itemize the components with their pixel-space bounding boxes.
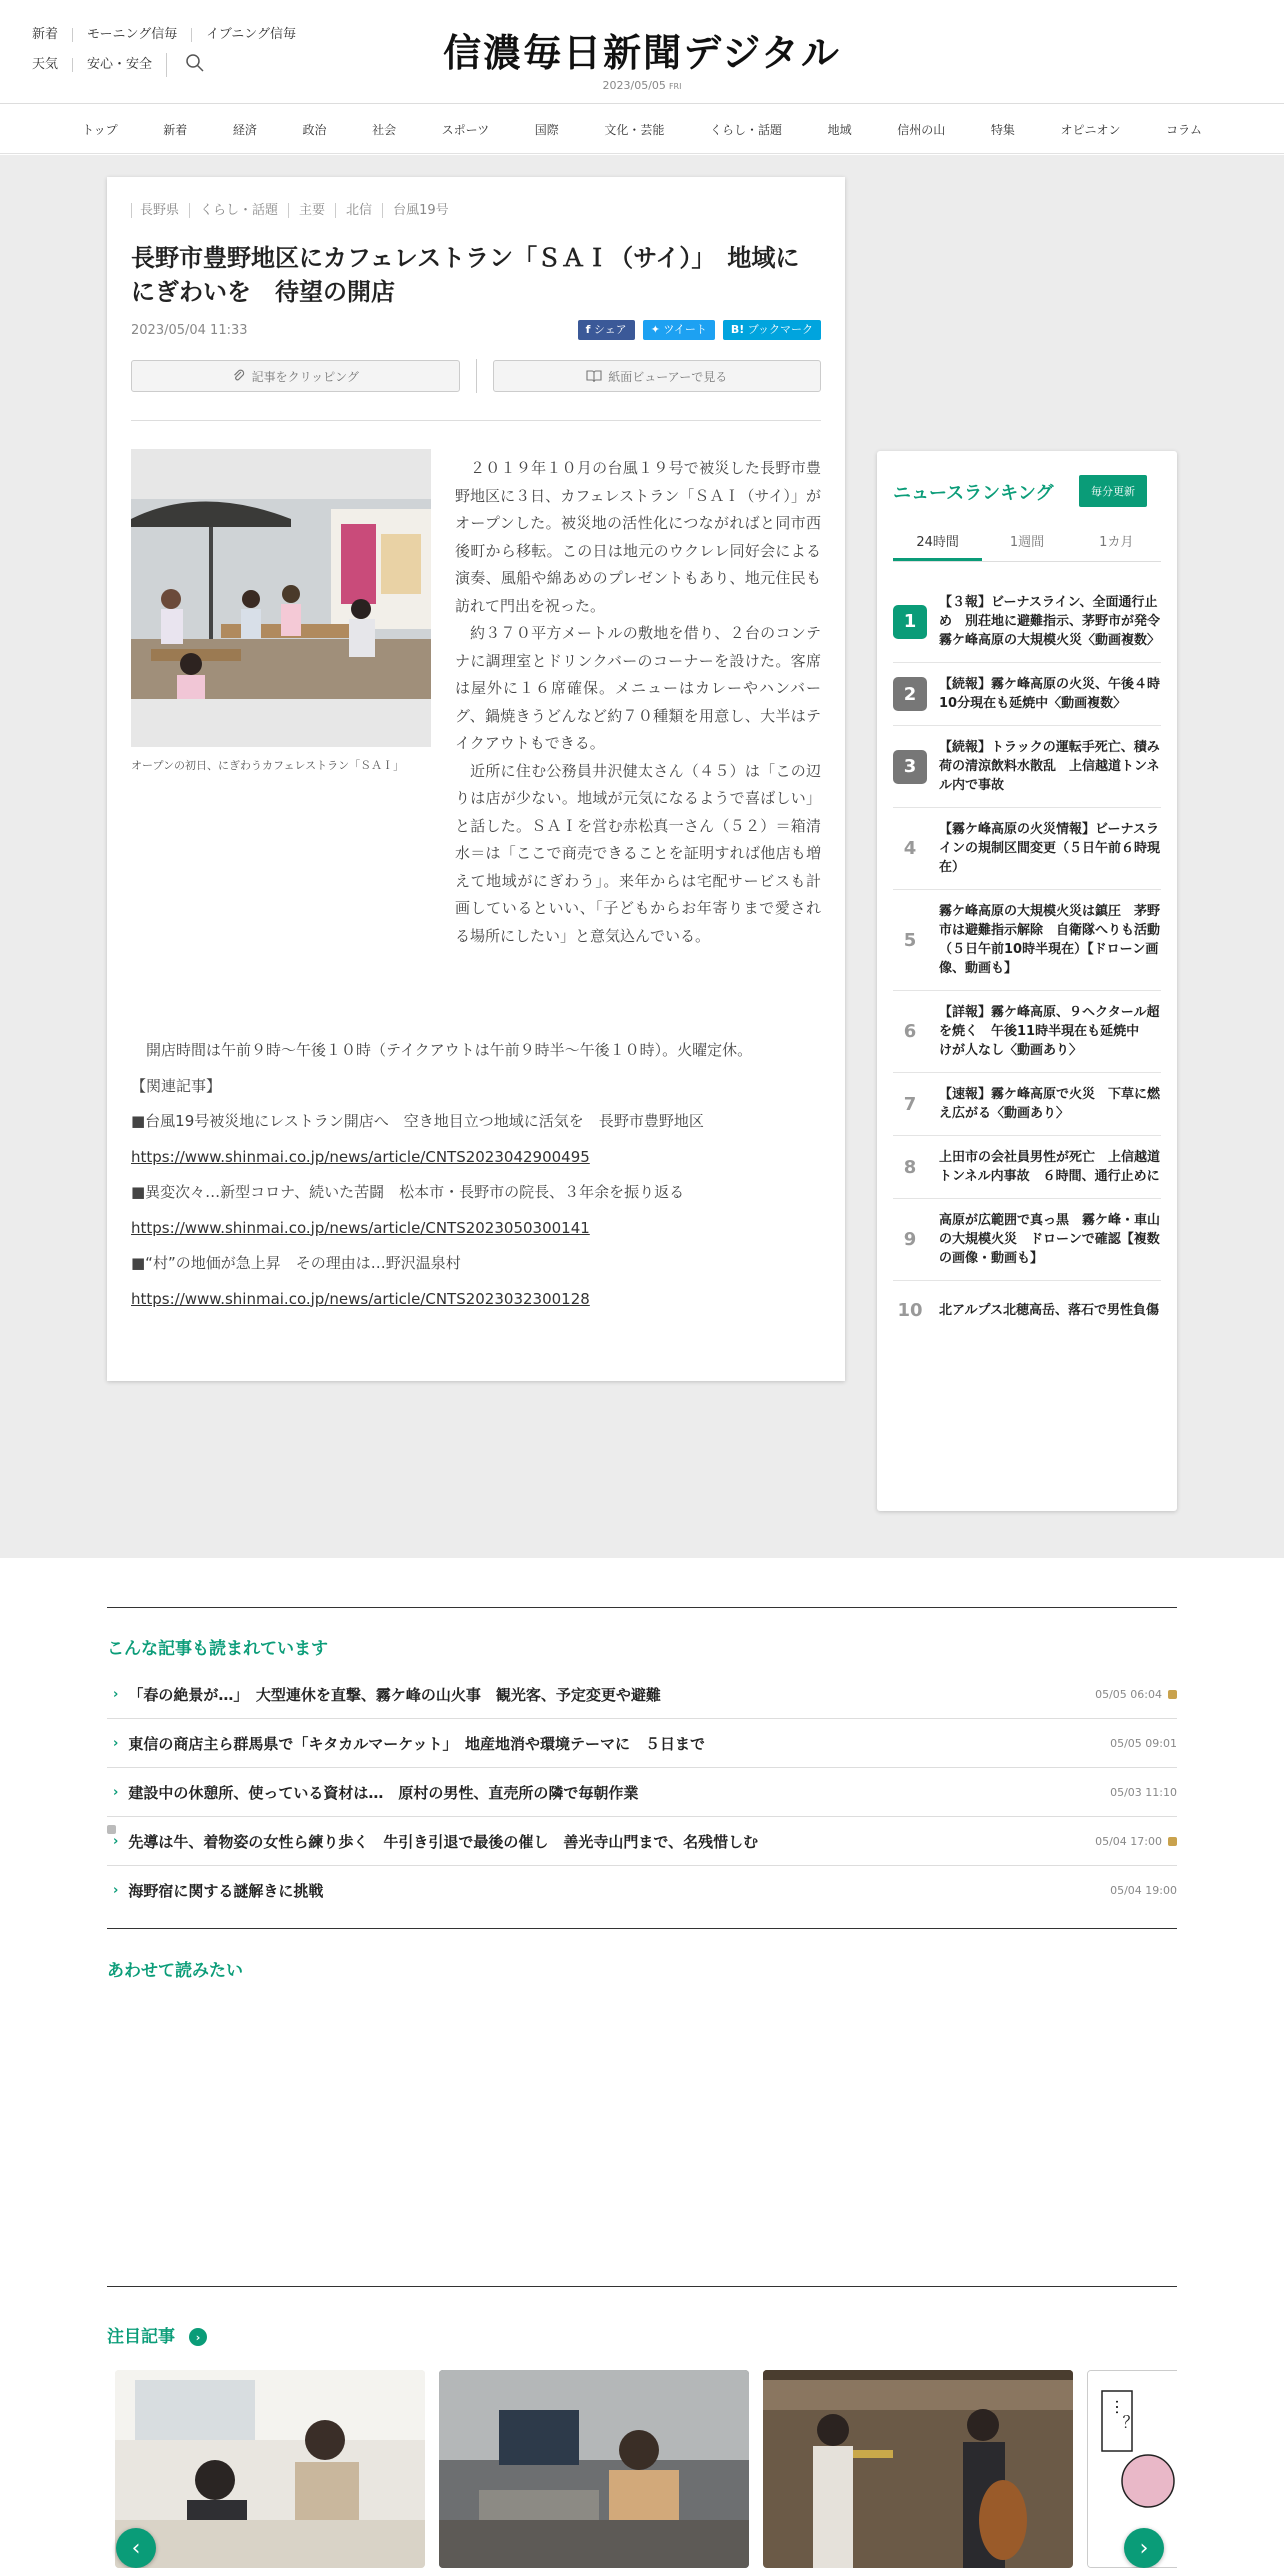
- nav-item-column[interactable]: コラム: [1166, 123, 1202, 137]
- tag-link[interactable]: 主要: [288, 203, 335, 218]
- rank-number: 6: [903, 1021, 917, 1042]
- chevron-left-icon: ‹: [131, 2535, 141, 2561]
- ranking-item[interactable]: [893, 890, 1161, 991]
- nav-item-culture[interactable]: 文化・芸能: [604, 123, 665, 137]
- section-rule: [107, 1607, 1177, 1608]
- arrow-right-icon[interactable]: ›: [189, 2328, 207, 2346]
- util-link-weather[interactable]: 天気: [32, 57, 59, 72]
- featured-card[interactable]: [763, 2370, 1073, 2568]
- rank-number: 1: [893, 605, 927, 639]
- rank-title: 上田市の会社員男性が死亡 上信越道トンネル内事故 ６時間、通行止めに: [939, 1150, 1161, 1184]
- article-paragraph: 近所に住む公務員井沢健太さん（４５）は「この辺りは店が少ない。地域が元気になるようで喜ばしい」と話した。ＳＡＩを営む赤松真一さん（５２）＝箱清水＝は「ここで商売できることを証明すれば他店も増えて地域がにぎわう」。来年からは宅配サービスも計画しているといい、「子どもからお年寄りまで愛される場所にしたい」と意気込んでいる。: [455, 761, 821, 945]
- article-headline: 長野市豊野地区にカフェレストラン「ＳＡＩ（サイ）」 地域ににぎわいを 待望の開店: [131, 244, 800, 306]
- manga-text: …？: [1112, 2399, 1131, 2431]
- book-icon: [586, 369, 602, 383]
- article-body-continued: [131, 1037, 821, 1313]
- nav-item-economy[interactable]: 経済: [232, 123, 257, 137]
- rank-number: 10: [897, 1299, 923, 1321]
- article-paragraph: 約３７０平方メートルの敷地を借り、２台のコンテナに調理室とドリンクバーのコーナーを設けた。客席は屋外に１６席確保。メニューはカレーやハンバーグ、鍋焼きうどんなど約７０種類を用意し、大半はテイクアウトもできる。: [455, 624, 821, 752]
- workspace-photo: [439, 2370, 749, 2568]
- logo-text: 信濃毎日新聞デジタル: [443, 30, 841, 75]
- list-item[interactable]: › 東信の商店主ら群馬県で「キタカルマーケット」 地産地消や環境テーマに ５日まで 05/05 09:01: [107, 1719, 1177, 1768]
- rank-number: 8: [903, 1156, 917, 1178]
- nav-item-lifestyle[interactable]: くらし・話題: [710, 123, 783, 137]
- article-tags: [131, 203, 459, 218]
- ranking-item[interactable]: [893, 1136, 1161, 1199]
- also-read-list: [107, 1670, 1177, 1915]
- carousel-next-button[interactable]: [1124, 2528, 1164, 2568]
- ranking-item[interactable]: [893, 581, 1174, 663]
- nav-item-features[interactable]: 特集: [990, 123, 1015, 137]
- lock-icon: [1168, 1837, 1177, 1846]
- related-heading: 【関連記事】: [131, 1076, 222, 1095]
- section-rule: [107, 2286, 1177, 2287]
- twitter-icon: ✦: [650, 323, 660, 336]
- clip-article-button[interactable]: 記事をクリッピング: [131, 360, 460, 392]
- chevron-right-icon: ›: [113, 1784, 119, 1800]
- article-photo[interactable]: [131, 449, 431, 747]
- news-ranking: [877, 451, 1177, 1511]
- rank-title: 霧ケ峰高原の大規模火災は鎮圧 茅野市は避難指示解除 自衛隊へりも活動（５日午前10時半現在）【ドローン画像、動画も】: [939, 904, 1161, 976]
- nav-item-region[interactable]: 地域: [827, 123, 852, 137]
- related-title: ■異変次々…新型コロナ、続いた苦闘 松本市・長野市の院長、３年余を振り返る: [131, 1183, 685, 1201]
- rank-number: 3: [893, 750, 927, 784]
- hatena-icon: B!: [730, 323, 745, 336]
- rank-title: 【速報】霧ケ峰高原で火災 下草に燃え広がる〈動画あり〉: [939, 1087, 1161, 1121]
- nav-item-mountains[interactable]: 信州の山: [897, 123, 946, 137]
- ranking-item[interactable]: [893, 808, 1161, 890]
- site-header: [0, 0, 1284, 104]
- twitter-share-button[interactable]: ✦ ツイート: [643, 320, 715, 340]
- article-divider: [131, 420, 821, 421]
- article-paragraph: 開店時間は午前９時～午後１０時（テイクアウトは午前９時半～午後１０時）。火曜定休。: [146, 1041, 753, 1059]
- carousel-prev-button[interactable]: [116, 2528, 156, 2568]
- lock-icon: [107, 1825, 116, 1834]
- tab-1week[interactable]: 1週間: [1009, 535, 1045, 550]
- nav-item-international[interactable]: 国際: [534, 123, 559, 137]
- ranking-item[interactable]: [893, 726, 1161, 808]
- chevron-right-icon: ›: [113, 1686, 119, 1702]
- recommend-title: あわせて読みたい: [107, 1961, 243, 1981]
- section-rule: [107, 1928, 1177, 1929]
- nav-item-new[interactable]: 新着: [163, 123, 188, 137]
- ranking-item[interactable]: [893, 1073, 1161, 1136]
- rank-title: 【霧ケ峰高原の火災情報】ビーナスラインの規制区間変更（５日午前６時現在）: [939, 822, 1161, 875]
- tag-link[interactable]: 北信: [335, 203, 382, 218]
- list-item[interactable]: › 海野宿に関する謎解きに挑戦 05/04 19:00: [113, 1882, 1177, 1900]
- rank-title: 高原が広範囲で真っ黒 霧ケ峰・車山の大規模火災 ドローンで確認【複数の画像・動画も】: [939, 1213, 1161, 1266]
- nav-item-sports[interactable]: スポーツ: [441, 123, 490, 137]
- featured-card[interactable]: [439, 2370, 749, 2568]
- chevron-right-icon: ›: [113, 1833, 119, 1849]
- ranking-tabs: [893, 531, 1161, 562]
- nav-item-opinion[interactable]: オピニオン: [1060, 123, 1121, 137]
- rank-title: 北アルプス北穂高岳、落石で男性負傷: [939, 1302, 1159, 1318]
- tag-link[interactable]: 長野県: [131, 203, 189, 218]
- tab-1month[interactable]: 1カ月: [1099, 535, 1134, 550]
- rank-title: 【続報】霧ケ峰高原の火災、午後４時10分現在も延焼中〈動画複数〉: [939, 677, 1161, 711]
- photo-caption: オープンの初日、にぎわうカフェレストラン「ＳＡＩ」: [131, 759, 405, 772]
- util-link-safety[interactable]: 安心・安全: [72, 58, 166, 72]
- related-title: ■台風19号被災地にレストラン開店へ 空き地目立つ地域に活気を 長野市豊野地区: [131, 1112, 704, 1130]
- facebook-share-button[interactable]: f シェア: [578, 320, 635, 340]
- featured-card[interactable]: [115, 2370, 425, 2568]
- rank-title: 【続報】トラックの運転手死亡、積み荷の清涼飲料水散乱 上信越道トンネル内で事故: [939, 740, 1160, 793]
- paper-viewer-button[interactable]: 紙面ビューアーで見る: [493, 360, 822, 392]
- header-date: 2023/05/05 FRI: [602, 79, 682, 92]
- tag-link[interactable]: くらし・話題: [189, 203, 288, 218]
- rank-title: 【詳報】霧ケ峰高原、９ヘクタール超を焼く 午後11時半現在も延焼中 けが人なし〈動画あり〉: [939, 1005, 1160, 1058]
- ranking-item[interactable]: [893, 991, 1161, 1073]
- related-link[interactable]: https://www.shinmai.co.jp/news/article/CNTS2023050300141: [131, 1218, 590, 1237]
- chevron-right-icon: ›: [113, 1735, 119, 1751]
- chevron-right-icon: ›: [1139, 2535, 1149, 2561]
- also-read-title: こんな記事も読まれています: [107, 1639, 328, 1659]
- tag-link[interactable]: 台風19号: [382, 203, 459, 218]
- nav-item-politics[interactable]: 政治: [302, 123, 327, 137]
- util-link-evening[interactable]: イブニング信毎: [191, 28, 310, 42]
- office-photo: [115, 2370, 425, 2568]
- list-item[interactable]: › 「春の絶景が…」 大型連休を直撃、霧ケ峰の山火事 観光客、予定変更や避難 05/05 06:04: [107, 1670, 1177, 1719]
- rank-title: 【３報】ビーナスライン、全面通行止め 別荘地に避難指示、茅野市が発令 霧ケ峰高原の大規模火災〈動画複数〉: [939, 595, 1174, 648]
- util-link-new[interactable]: 新着: [32, 27, 59, 42]
- musicians-photo: [763, 2370, 1073, 2568]
- article-date: 2023/05/04 11:33: [131, 323, 248, 338]
- featured-title: 注目記事 ›: [107, 2322, 207, 2347]
- article-actions: [131, 359, 821, 393]
- rank-number: 2: [893, 677, 927, 711]
- featured-carousel: [107, 2370, 1177, 2568]
- cafe-photo-illustration: [131, 449, 431, 747]
- related-link[interactable]: https://www.shinmai.co.jp/news/article/CNTS2023032300128: [131, 1289, 590, 1308]
- ranking-item[interactable]: [893, 1281, 1161, 1339]
- article-body: [455, 455, 821, 950]
- rank-number: 9: [903, 1229, 917, 1250]
- ranking-item[interactable]: [893, 1199, 1161, 1281]
- action-separator: [476, 359, 477, 393]
- chevron-right-icon: ›: [113, 1883, 119, 1898]
- rank-number: 5: [903, 929, 917, 951]
- hatena-bookmark-button[interactable]: B! ブックマーク: [723, 320, 821, 340]
- article-paragraph: ２０１９年１０月の台風１９号で被災した長野市豊野地区に３日、カフェレストラン「ＳＡＩ（サイ）」がオープンした。被災地の活性化につながればと同市西後町から移転。この日は地元のウクレレ同好会による演奏、風船や綿あめのプレゼントもあり、地元住民も訪れて門出を祝った。: [455, 459, 821, 615]
- nav-item-society[interactable]: 社会: [372, 123, 397, 137]
- related-title: ■“村”の地価が急上昇 その理由は…野沢温泉村: [131, 1254, 461, 1272]
- list-item[interactable]: › 建設中の休憩所、使っている資材は… 原村の男性、直売所の隣で毎朝作業 05/03 11:10: [107, 1768, 1177, 1817]
- paperclip-icon: [232, 369, 246, 383]
- ranking-title: ニュースランキング: [893, 483, 1054, 504]
- rank-number: 7: [903, 1093, 917, 1115]
- lock-icon: [1168, 1690, 1177, 1699]
- facebook-icon: f: [585, 323, 591, 336]
- nav-item-top[interactable]: トップ: [82, 123, 118, 137]
- tab-24h[interactable]: 24時間: [893, 531, 982, 561]
- list-item[interactable]: › 先導は牛、着物姿の女性ら練り歩く 牛引き引退で最後の催し 善光寺山門まで、名残惜しむ 05/04 17:00: [107, 1817, 1177, 1866]
- article-card: [107, 177, 845, 1381]
- rank-number: 4: [903, 838, 917, 859]
- share-buttons: [578, 320, 821, 340]
- ranking-update-badge: 毎分更新: [1079, 475, 1147, 507]
- util-link-morning[interactable]: モーニング信毎: [72, 28, 191, 42]
- global-nav: [0, 104, 1284, 154]
- ranking-item[interactable]: [893, 663, 1161, 726]
- site-logo[interactable]: [0, 22, 1284, 92]
- related-link[interactable]: https://www.shinmai.co.jp/news/article/CNTS2023042900495: [131, 1147, 590, 1166]
- ranking-list: [893, 581, 1174, 1339]
